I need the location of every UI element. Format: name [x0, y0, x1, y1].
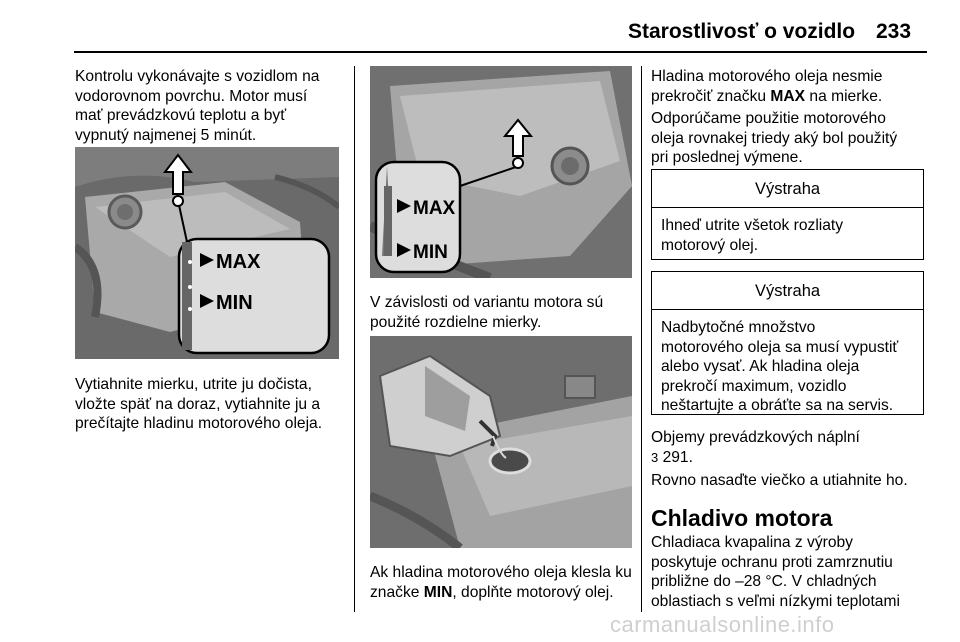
column-divider-1 — [354, 66, 355, 612]
oil-filling-illustration — [370, 336, 632, 548]
max-limit-end: na mierke. — [809, 87, 883, 105]
coolant-line: Chladiaca kvapalina z výroby — [651, 534, 853, 551]
page-number: 233 — [876, 20, 912, 43]
capacity-line: Objemy prevádzkových náplní — [651, 429, 860, 446]
refill-line: Ak hladina motorového oleja klesla ku — [370, 564, 632, 581]
warning-line: motorového oleja sa musí vypustiť — [661, 338, 899, 356]
warning-line: Nadbytočné množstvo — [661, 319, 816, 336]
warning-line: motorový olej. — [661, 236, 759, 254]
warning-body — [652, 310, 923, 424]
refill-line-end: , doplňte motorový olej. — [452, 583, 614, 601]
warning-box-spill — [651, 169, 924, 260]
warning-title: Výstraha — [652, 170, 923, 208]
capacity-paragraph — [651, 428, 860, 467]
warning-line: prekročí maximum, vozidlo — [661, 377, 847, 395]
dipstick-instruction — [75, 375, 322, 434]
warning-line: alebo vysať. Ak hladina oleja — [661, 358, 860, 375]
intro-line: vypnutý najmenej 5 minút. — [75, 126, 257, 144]
figure-max-label: MAX — [413, 198, 456, 219]
section-heading-coolant: Chladivo motora — [651, 505, 833, 531]
caption-line: použité rozdielne mierky. — [370, 313, 542, 331]
intro-line: vodorovnom povrchu. Motor musí — [75, 87, 308, 105]
oil-refill-paragraph — [370, 563, 632, 602]
oil-grade-line: Odporúčame použitie motorového — [651, 110, 886, 127]
page-header-title: Starostlivosť o vozidlo — [628, 20, 856, 43]
figure-min-label: MIN — [216, 292, 253, 314]
max-limit-line: prekročiť značku — [651, 87, 767, 105]
figure-min-label: MIN — [413, 242, 448, 263]
instruction-line: Vytiahnite mierku, utrite ju dočista, — [75, 376, 312, 393]
intro-paragraph — [75, 67, 319, 145]
coolant-line: poskytuje ochranu proti zamrznutiu — [651, 553, 893, 571]
watermark: carmanualsonline.info — [610, 612, 835, 637]
caption-line: V závislosti od variantu motora sú — [370, 294, 604, 311]
coolant-paragraph — [651, 533, 900, 611]
refill-line-word: značke — [370, 583, 420, 601]
cross-reference-page[interactable]: 291. — [662, 448, 693, 466]
dipstick-location-illustration — [75, 147, 339, 359]
min-mark-text: MIN — [423, 583, 453, 601]
max-limit-line: Hladina motorového oleja nesmie — [651, 68, 883, 85]
variant-caption — [370, 293, 603, 332]
warning-line: neštartujte a obráťte sa na servis. — [661, 397, 894, 414]
oil-grade-line: oleja rovnakej triedy aký bol použitý — [651, 129, 898, 147]
instruction-line: prečítajte hladinu motorového oleja. — [75, 415, 323, 432]
coolant-line: oblastiach s veľmi nízkymi teplotami — [651, 592, 900, 610]
warning-box-overfill — [651, 271, 924, 415]
cross-reference-arrow: 3 — [651, 449, 659, 465]
max-limit-paragraph — [651, 67, 882, 106]
refit-cap-paragraph: Rovno nasaďte viečko a utiahnite ho. — [651, 472, 908, 489]
warning-title: Výstraha — [652, 272, 923, 310]
warning-line: Ihneď utrite všetok rozliaty — [661, 217, 844, 234]
oil-grade-line: pri poslednej výmene. — [651, 149, 803, 166]
intro-line: mať prevádzkovú teplotu a byť — [75, 107, 287, 124]
header-rule — [74, 51, 927, 53]
dipstick-variant-illustration — [370, 66, 632, 278]
warning-body — [652, 208, 923, 263]
max-mark-text: MAX — [770, 87, 806, 105]
intro-line: Kontrolu vykonávajte s vozidlom na — [75, 68, 320, 85]
coolant-line: približne do –28 °C. V chladných — [651, 573, 877, 590]
column-divider-2 — [641, 66, 642, 612]
instruction-line: vložte späť na doraz, vytiahnite ju a — [75, 395, 321, 413]
figure-max-label: MAX — [216, 251, 261, 273]
oil-grade-paragraph — [651, 109, 897, 168]
